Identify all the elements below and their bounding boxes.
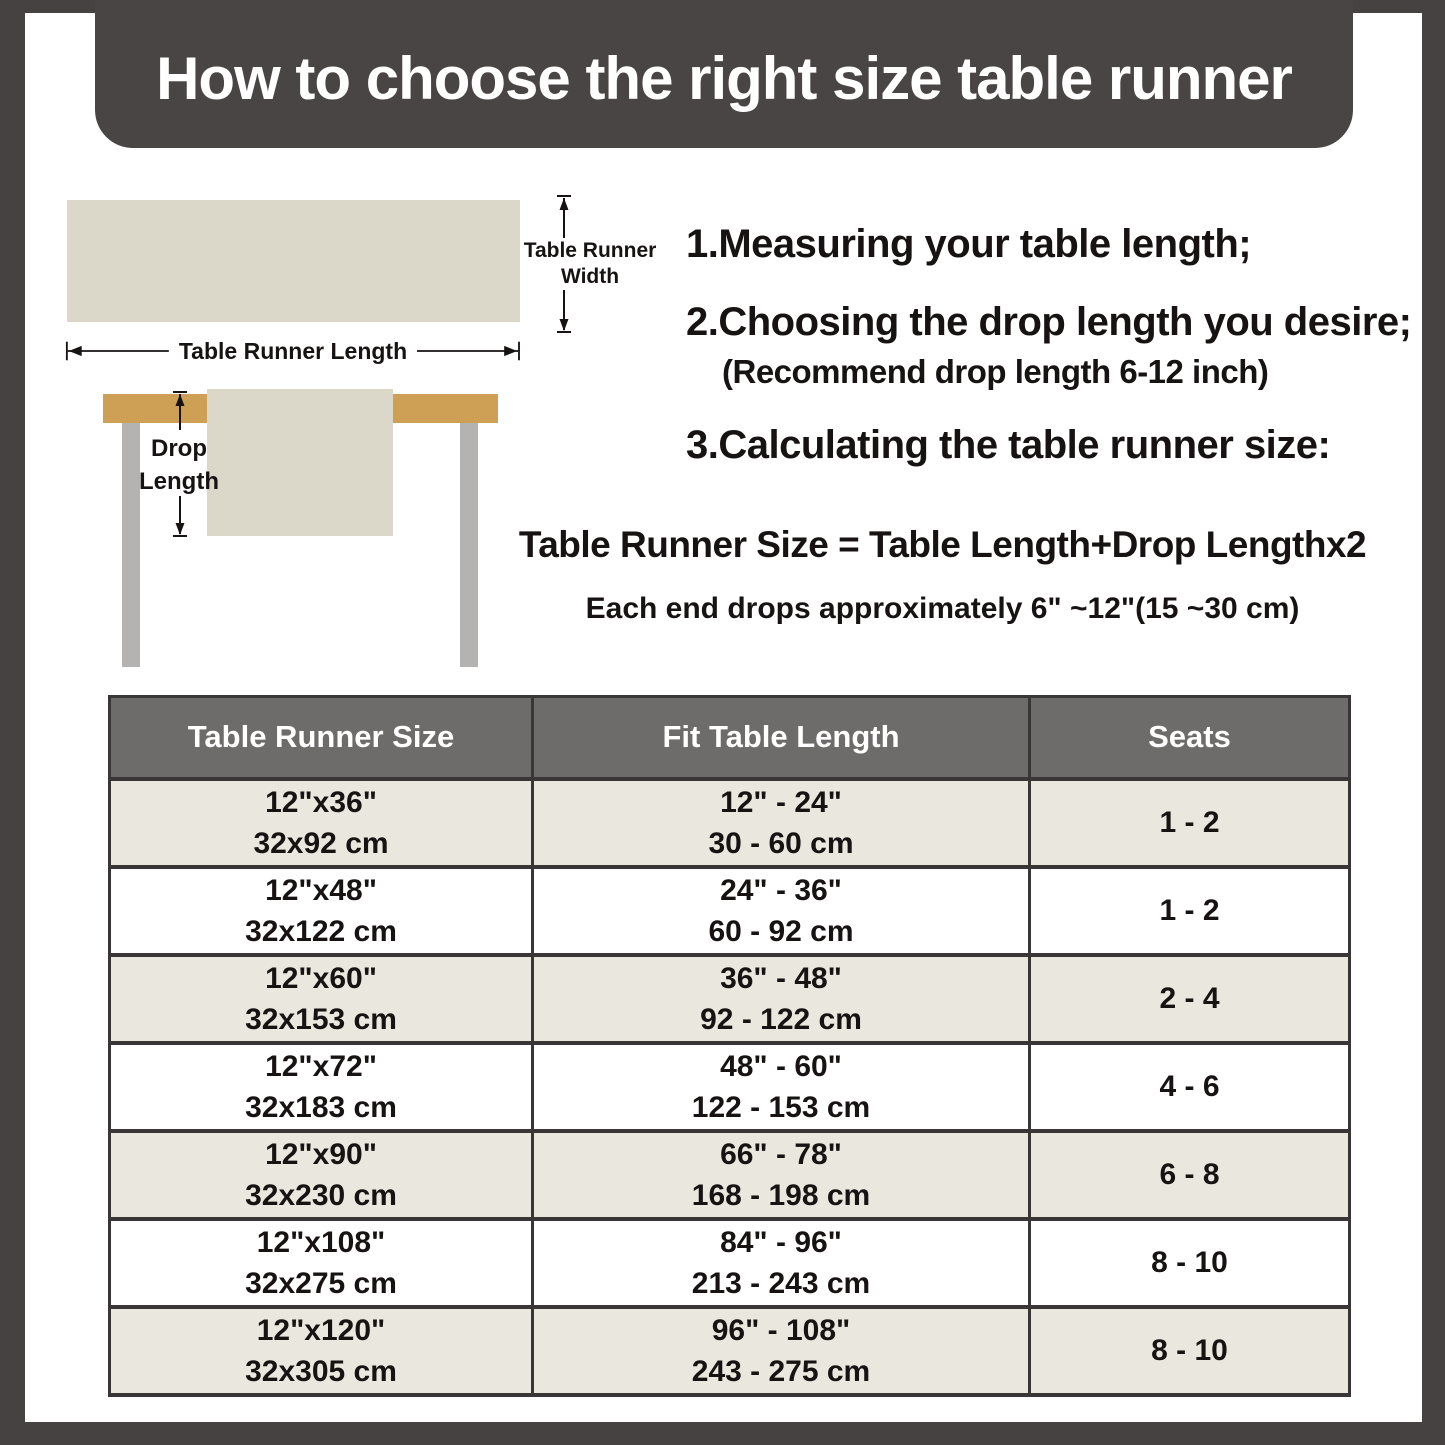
table-row [110, 1307, 1350, 1395]
step-2: 2.Choosing the drop length you desire; [686, 300, 1412, 344]
width-label-line2: Width [560, 265, 620, 288]
table-row [110, 1043, 1350, 1131]
step-3: 3.Calculating the table runner size: [686, 423, 1331, 467]
cell-runner-size: 12"x90" 32x230 cm [110, 1131, 533, 1219]
table-runner-rectangle [67, 200, 520, 322]
title-banner [95, 0, 1353, 148]
cell-runner-size: 12"x108" 32x275 cm [110, 1219, 533, 1307]
cell-fit-length: 36" - 48" 92 - 122 cm [533, 955, 1030, 1043]
cell-runner-size: 12"x72" 32x183 cm [110, 1043, 533, 1131]
cell-fit-length: 24" - 36" 60 - 92 cm [533, 867, 1030, 955]
cell-seats: 1 - 2 [1030, 867, 1350, 955]
cell-seats: 4 - 6 [1030, 1043, 1350, 1131]
formula-note: Each end drops approximately 6" ~12"(15 ~30 cm) [585, 592, 1300, 625]
width-dimension [523, 194, 657, 334]
header-fit-table-length: Fit Table Length [533, 697, 1030, 779]
cell-seats: 8 - 10 [1030, 1219, 1350, 1307]
cell-seats: 8 - 10 [1030, 1307, 1350, 1395]
drop-dimension-label [120, 432, 238, 498]
drop-arrow-up-icon [170, 390, 190, 430]
table-row [110, 1219, 1350, 1307]
size-table-body [110, 779, 1350, 1395]
cell-runner-size: 12"x48" 32x122 cm [110, 867, 533, 955]
cell-seats: 6 - 8 [1030, 1131, 1350, 1219]
cell-fit-length: 96" - 108" 243 - 275 cm [533, 1307, 1030, 1395]
cell-fit-length: 66" - 78" 168 - 198 cm [533, 1131, 1030, 1219]
drop-arrow-down-icon [170, 496, 190, 538]
size-table-header-row [110, 697, 1350, 779]
page-title: How to choose the right size table runner [156, 44, 1292, 112]
header-seats: Seats [1030, 697, 1350, 779]
size-table [108, 695, 1351, 1397]
width-label-line1: Table Runner [523, 239, 657, 262]
table-row [110, 867, 1350, 955]
length-dimension [65, 336, 521, 366]
cell-runner-size: 12"x36" 32x92 cm [110, 779, 533, 867]
dimension-arrow-left-icon [65, 339, 169, 363]
length-dimension-label: Table Runner Length [178, 337, 408, 364]
step-1: 1.Measuring your table length; [686, 222, 1252, 266]
cell-runner-size: 12"x60" 32x153 cm [110, 955, 533, 1043]
cell-seats: 2 - 4 [1030, 955, 1350, 1043]
table-row [110, 779, 1350, 867]
dimension-arrow-down-icon [554, 290, 574, 334]
drop-label-line1: Drop [151, 435, 207, 462]
header-table-runner-size: Table Runner Size [110, 697, 533, 779]
formula: Table Runner Size = Table Length+Drop Lengthx2 [518, 524, 1367, 565]
dimension-arrow-up-icon [554, 194, 574, 238]
width-dimension-label [524, 238, 657, 290]
cell-fit-length: 12" - 24" 30 - 60 cm [533, 779, 1030, 867]
cell-runner-size: 12"x120" 32x305 cm [110, 1307, 533, 1395]
cell-seats: 1 - 2 [1030, 779, 1350, 867]
dimension-arrow-right-icon [417, 339, 521, 363]
table-row [110, 955, 1350, 1043]
table-row [110, 1131, 1350, 1219]
cell-fit-length: 48" - 60" 122 - 153 cm [533, 1043, 1030, 1131]
cell-fit-length: 84" - 96" 213 - 243 cm [533, 1219, 1030, 1307]
step-2-note: (Recommend drop length 6-12 inch) [722, 353, 1269, 390]
drop-label-line2: Length [139, 468, 219, 495]
